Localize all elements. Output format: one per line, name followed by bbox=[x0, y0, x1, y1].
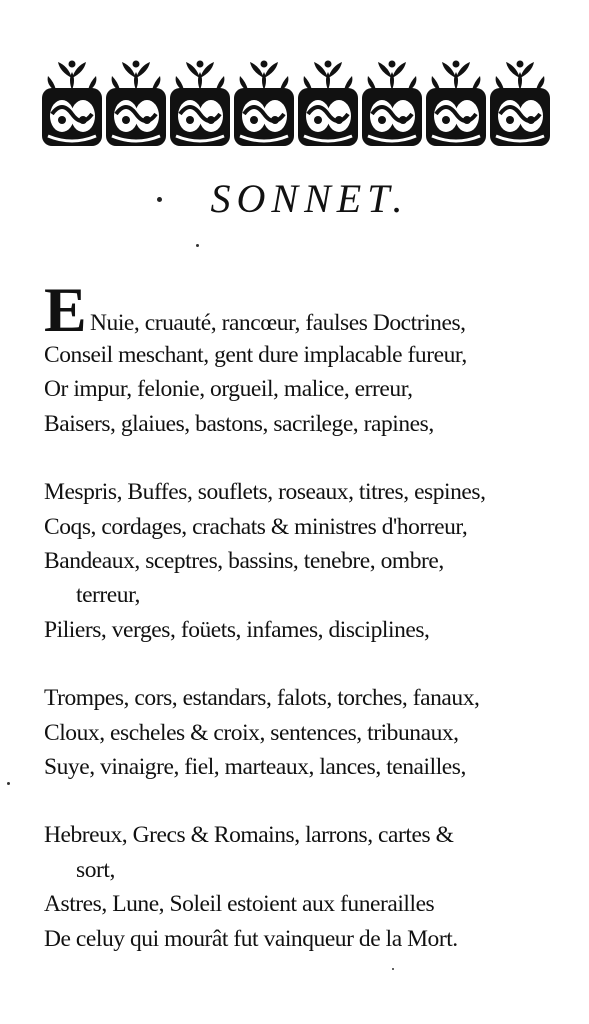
poem-line: Suye, vinaigre, fiel, marteaux, lances, tenailles, bbox=[44, 754, 466, 781]
poem-line: De celuy qui mourât fut vainqueur de la Mort. bbox=[44, 925, 458, 952]
poem-line: Cloux, escheles & croix, sentences, tribunaux, bbox=[44, 719, 459, 746]
drop-cap: E bbox=[44, 274, 87, 345]
stanza-1 bbox=[44, 274, 589, 441]
page-title: SONNET. bbox=[210, 176, 409, 221]
stanza-gap bbox=[44, 441, 589, 475]
stanza-3 bbox=[44, 681, 589, 784]
poem-line: Astres, Lune, Soleil estoient aux funerailles bbox=[44, 891, 435, 918]
ink-speck bbox=[7, 782, 10, 785]
poem-line: Hebreux, Grecs & Romains, larrons, cartes & bbox=[44, 822, 454, 849]
poem-line: Coqs, cordages, crachats & ministres d'horreur, bbox=[44, 513, 468, 540]
poem-line-continuation: sort, bbox=[76, 856, 115, 883]
poem-line: Baisers, glaiues, bastons, sacrilege, rapines, bbox=[44, 410, 434, 437]
stanza-4 bbox=[44, 818, 589, 956]
poem-line: Bandeaux, sceptres, bassins, tenebre, ombre, bbox=[44, 548, 444, 575]
ink-speck bbox=[392, 968, 394, 970]
ink-speck bbox=[196, 244, 199, 247]
poem-line bbox=[44, 274, 589, 345]
poem-line: Mespris, Buffes, souflets, roseaux, titres, espines, bbox=[44, 479, 486, 506]
stanza-2 bbox=[44, 475, 589, 647]
poem-line: Or impur, felonie, orgueil, malice, erreur, bbox=[44, 376, 413, 403]
poem-line-text: Nuie, cruauté, rancœur, faulses Doctrines, bbox=[90, 310, 466, 336]
sonnet-body bbox=[44, 274, 589, 956]
ornamental-headpiece bbox=[40, 58, 552, 150]
stanza-gap bbox=[44, 784, 589, 818]
stanza-gap bbox=[44, 647, 589, 681]
poem-line-continuation: terreur, bbox=[76, 582, 140, 609]
poem-line: Conseil meschant, gent dure implacable fureur, bbox=[44, 342, 467, 368]
poem-line: Piliers, verges, foüets, infames, disciplines, bbox=[44, 616, 430, 643]
poem-line: Trompes, cors, estandars, falots, torches, fanaux, bbox=[44, 685, 480, 712]
